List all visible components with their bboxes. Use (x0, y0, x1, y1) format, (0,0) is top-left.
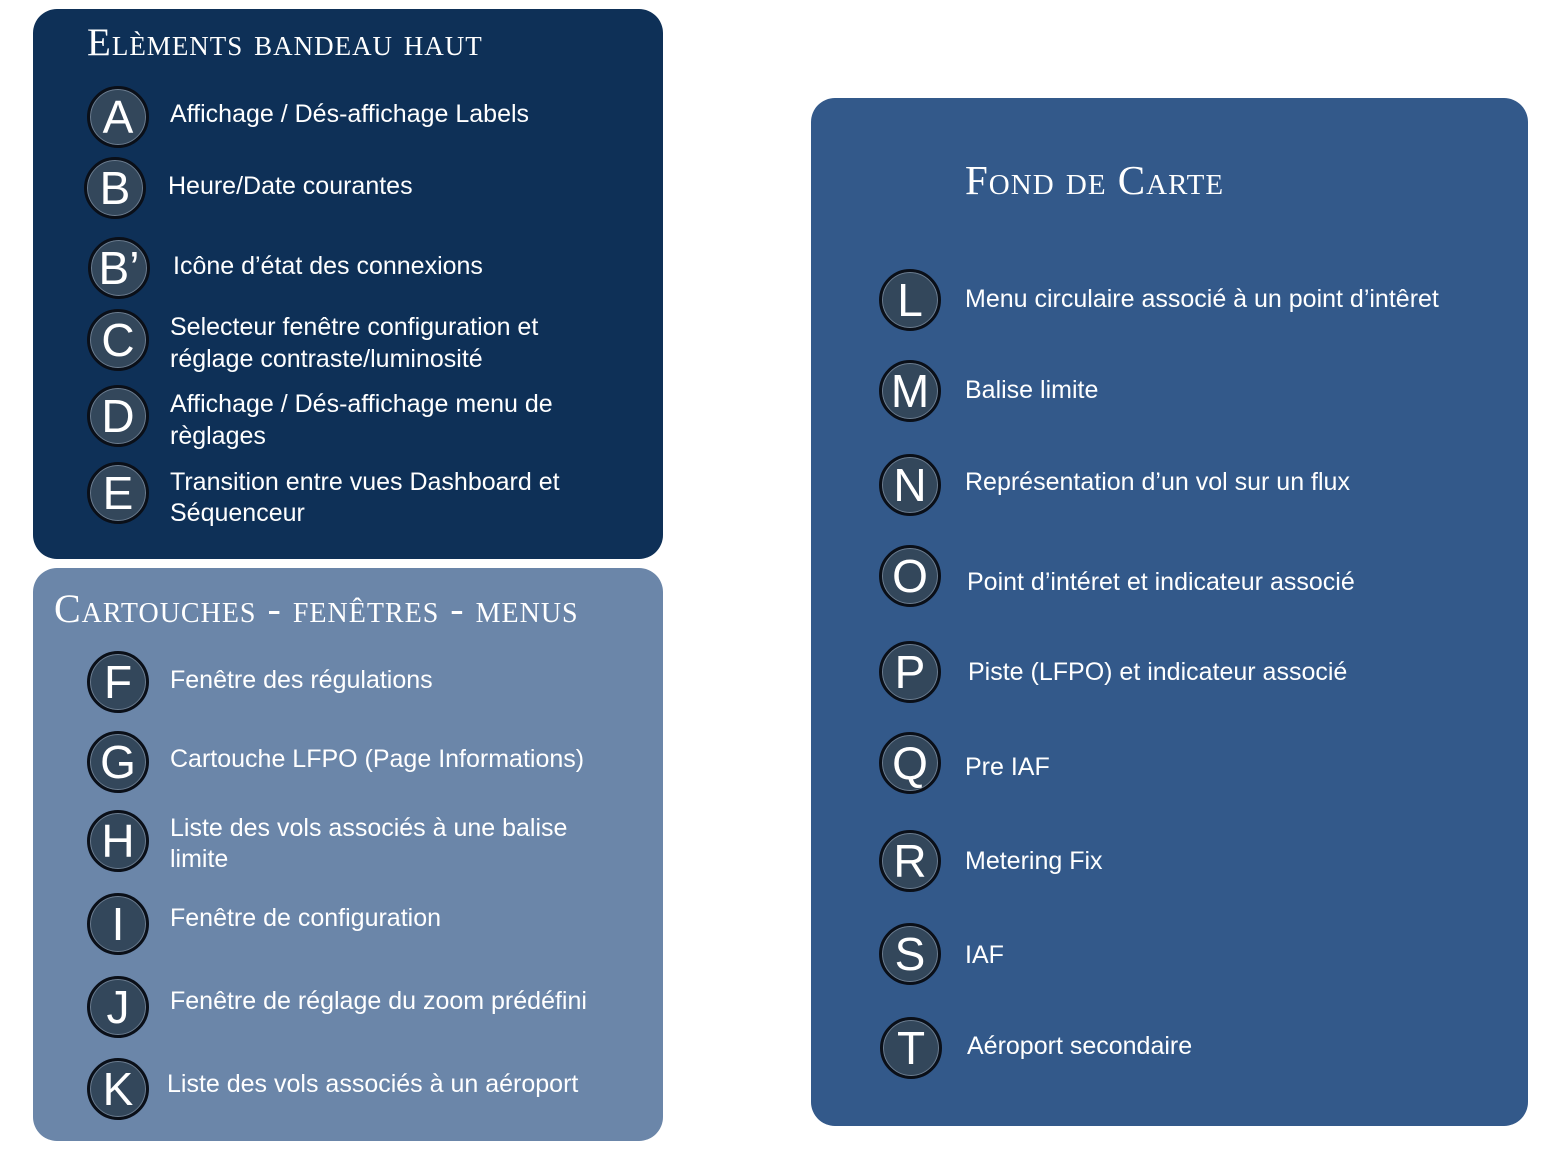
letter-badge: R (879, 830, 941, 892)
legend-label: Menu circulaire associé à un point d’intêret (965, 285, 1439, 313)
letter-badge: E (87, 462, 149, 524)
letter-badge: T (880, 1017, 942, 1079)
section-title-cartouches: Cartouches - fenêtres - menus (54, 586, 579, 631)
panel-map-background (811, 98, 1528, 1126)
section-title-map: Fond de Carte (965, 157, 1225, 203)
legend-label: Fenêtre de réglage du zoom prédéfini (170, 987, 587, 1015)
legend-label-line2: règlages (170, 422, 266, 450)
letter-badge: J (87, 976, 149, 1038)
legend-label: Liste des vols associés à un aéroport (167, 1070, 579, 1098)
letter-badge: D (87, 385, 149, 447)
legend-label: Fenêtre de configuration (170, 904, 442, 932)
letter-badge: B’ (88, 237, 150, 299)
legend-label: Fenêtre des régulations (170, 666, 433, 694)
legend-label: Affichage / Dés-affichage menu de (170, 390, 553, 418)
legend-label: Représentation d’un vol sur un flux (965, 468, 1350, 496)
legend-label: Balise limite (965, 376, 1099, 404)
panel-top-banner-elements (33, 9, 663, 559)
letter-badge: Q (879, 732, 941, 794)
letter-badge: K (87, 1058, 149, 1120)
legend-label: Heure/Date courantes (168, 172, 413, 200)
legend-label: Selecteur fenêtre configuration et (170, 313, 539, 341)
panel-cartouches-windows-menus (33, 568, 663, 1141)
legend-label: Piste (LFPO) et indicateur associé (968, 658, 1348, 686)
letter-badge: C (87, 309, 149, 371)
legend-label: Metering Fix (965, 847, 1103, 875)
legend-label: Transition entre vues Dashboard et (170, 468, 560, 496)
legend-label: Icône d’état des connexions (173, 252, 483, 280)
letter-badge: M (879, 360, 941, 422)
legend-label: Affichage / Dés-affichage Labels (170, 100, 530, 128)
letter-badge: F (87, 651, 149, 713)
legend-label: Liste des vols associés à une balise (170, 814, 568, 842)
section-title-top-banner: Elèments bandeau haut (87, 21, 483, 64)
letter-badge: I (87, 893, 149, 955)
letter-badge: B (84, 157, 146, 219)
legend-label: Aéroport secondaire (967, 1032, 1193, 1060)
legend-label: Pre IAF (965, 753, 1050, 781)
letter-badge: P (879, 641, 941, 703)
letter-badge: N (879, 454, 941, 516)
legend-label-line2: réglage contraste/luminosité (170, 345, 483, 373)
letter-badge: H (87, 810, 149, 872)
letter-badge: L (879, 269, 941, 331)
letter-badge: A (87, 86, 149, 148)
letter-badge: S (879, 923, 941, 985)
legend-label: Cartouche LFPO (Page Informations) (170, 745, 585, 773)
legend-label-line2: Séquenceur (170, 499, 305, 527)
letter-badge: G (87, 731, 149, 793)
letter-badge: O (879, 545, 941, 607)
legend-label-line2: limite (170, 845, 229, 873)
legend-label: IAF (965, 941, 1004, 969)
legend-label: Point d’intéret et indicateur associé (967, 568, 1355, 596)
